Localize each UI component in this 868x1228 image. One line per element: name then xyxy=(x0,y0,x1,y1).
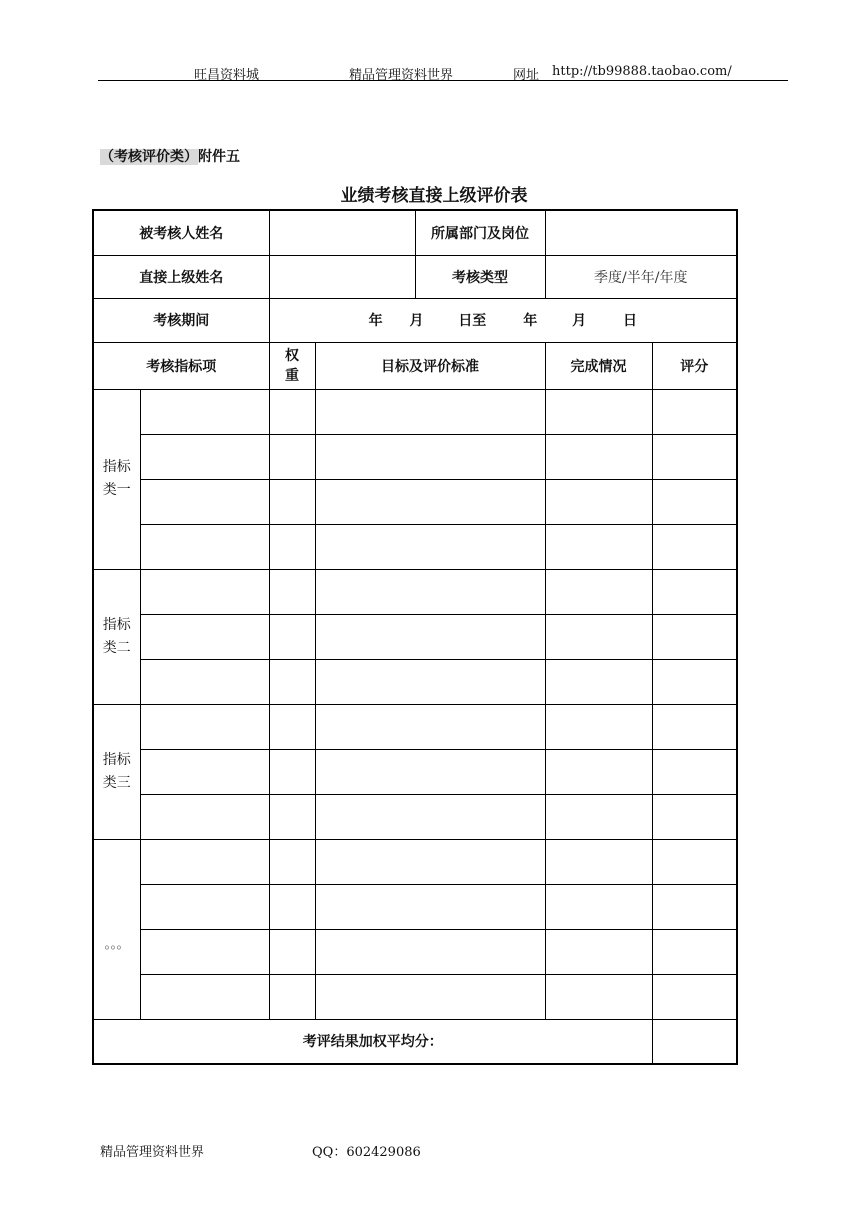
completion-cell[interactable] xyxy=(545,794,652,839)
table-row xyxy=(93,794,737,839)
target-cell[interactable] xyxy=(315,974,545,1019)
supervisor-input-cell[interactable] xyxy=(269,255,415,298)
period-label: 考核期间 xyxy=(93,298,269,342)
weight-cell[interactable] xyxy=(269,749,315,794)
score-cell[interactable] xyxy=(652,569,737,614)
weight-cell[interactable] xyxy=(269,794,315,839)
column-header-row xyxy=(93,342,737,389)
target-cell[interactable] xyxy=(315,884,545,929)
table-row xyxy=(93,704,737,749)
group-label-1-text: 指标类一 xyxy=(102,459,131,498)
group-label-2 xyxy=(93,569,140,704)
weight-cell[interactable] xyxy=(269,659,315,704)
group-label-3 xyxy=(93,704,140,839)
item-cell[interactable] xyxy=(140,524,269,569)
type-label: 考核类型 xyxy=(415,255,545,298)
weight-cell[interactable] xyxy=(269,434,315,479)
header-left-text: 旺昌资料城 xyxy=(194,68,260,83)
score-cell[interactable] xyxy=(652,839,737,884)
table-row xyxy=(93,839,737,884)
item-cell[interactable] xyxy=(140,929,269,974)
period-year-1: 年 xyxy=(368,313,383,329)
completion-cell[interactable] xyxy=(545,479,652,524)
col-score-header: 评分 xyxy=(652,342,737,389)
target-cell[interactable] xyxy=(315,524,545,569)
dept-input-cell[interactable] xyxy=(545,210,737,255)
group-label-2-text: 指标类二 xyxy=(102,616,131,656)
category-label xyxy=(100,147,240,167)
target-cell[interactable] xyxy=(315,614,545,659)
score-cell[interactable] xyxy=(652,389,737,434)
completion-cell[interactable] xyxy=(545,929,652,974)
dept-label: 所属部门及岗位 xyxy=(415,210,545,255)
item-cell[interactable] xyxy=(140,884,269,929)
period-month-2: 月 xyxy=(572,313,587,329)
item-cell[interactable] xyxy=(140,974,269,1019)
target-cell[interactable] xyxy=(315,479,545,524)
score-cell[interactable] xyxy=(652,974,737,1019)
group-label-1 xyxy=(93,389,140,569)
total-label: 考评结果加权平均分： xyxy=(93,1019,652,1064)
col-weight-text: 权重 xyxy=(285,347,299,384)
target-cell[interactable] xyxy=(315,839,545,884)
weight-cell[interactable] xyxy=(269,389,315,434)
header-divider xyxy=(98,80,788,81)
name-input-cell[interactable] xyxy=(269,210,415,255)
table-row xyxy=(93,434,737,479)
info-row-2 xyxy=(93,255,737,298)
group-label-4: 。。。 xyxy=(93,839,140,1019)
name-label: 被考核人姓名 xyxy=(93,210,269,255)
target-cell[interactable] xyxy=(315,659,545,704)
target-cell[interactable] xyxy=(315,749,545,794)
group-label-3-text: 指标类三 xyxy=(102,751,131,791)
score-cell[interactable] xyxy=(652,929,737,974)
col-weight-header xyxy=(269,342,315,389)
table-row xyxy=(93,974,737,1019)
weight-cell[interactable] xyxy=(269,614,315,659)
period-day-to: 日至 xyxy=(458,313,487,329)
completion-cell[interactable] xyxy=(545,749,652,794)
col-target-header: 目标及评价标准 xyxy=(315,342,545,389)
category-highlight: （考核评价类） xyxy=(100,149,198,165)
item-cell[interactable] xyxy=(140,704,269,749)
header-url-label: 网址 xyxy=(513,68,540,83)
completion-cell[interactable] xyxy=(545,434,652,479)
score-cell[interactable] xyxy=(652,794,737,839)
period-day: 日 xyxy=(622,313,637,329)
completion-cell[interactable] xyxy=(545,839,652,884)
weight-cell[interactable] xyxy=(269,704,315,749)
table-row xyxy=(93,884,737,929)
table-row xyxy=(93,479,737,524)
completion-cell[interactable] xyxy=(545,614,652,659)
completion-cell[interactable] xyxy=(545,569,652,614)
item-cell[interactable] xyxy=(140,794,269,839)
period-input-cell[interactable] xyxy=(269,298,737,342)
completion-cell[interactable] xyxy=(545,704,652,749)
period-month-1: 月 xyxy=(409,313,424,329)
target-cell[interactable] xyxy=(315,794,545,839)
table-row xyxy=(93,749,737,794)
period-year-2: 年 xyxy=(523,313,538,329)
completion-cell[interactable] xyxy=(545,524,652,569)
item-cell[interactable] xyxy=(140,434,269,479)
table-row xyxy=(93,569,737,614)
weight-cell[interactable] xyxy=(269,479,315,524)
item-cell[interactable] xyxy=(140,569,269,614)
footer-left-text: 精品管理资料世界 xyxy=(100,1145,205,1160)
info-row-1 xyxy=(93,210,737,255)
score-cell[interactable] xyxy=(652,479,737,524)
completion-cell[interactable] xyxy=(545,974,652,1019)
table-row xyxy=(93,929,737,974)
header-url-link[interactable]: http://tb99888.taobao.com/ xyxy=(552,64,732,79)
supervisor-label: 直接上级姓名 xyxy=(93,255,269,298)
target-cell[interactable] xyxy=(315,389,545,434)
target-cell[interactable] xyxy=(315,704,545,749)
total-row xyxy=(93,1019,737,1064)
item-cell[interactable] xyxy=(140,839,269,884)
completion-cell[interactable] xyxy=(545,389,652,434)
weight-cell[interactable] xyxy=(269,839,315,884)
score-cell[interactable] xyxy=(652,524,737,569)
completion-cell[interactable] xyxy=(545,659,652,704)
score-cell[interactable] xyxy=(652,434,737,479)
weight-cell[interactable] xyxy=(269,929,315,974)
weight-cell[interactable] xyxy=(269,974,315,1019)
col-item-header: 考核指标项 xyxy=(93,342,269,389)
score-cell[interactable] xyxy=(652,749,737,794)
score-cell[interactable] xyxy=(652,614,737,659)
type-value[interactable]: 季度/半年/年度 xyxy=(545,255,737,298)
weight-cell[interactable] xyxy=(269,524,315,569)
col-completion-header: 完成情况 xyxy=(545,342,652,389)
header-center-text: 精品管理资料世界 xyxy=(349,68,454,83)
weight-cell[interactable] xyxy=(269,569,315,614)
footer-qq-text: QQ：602429086 xyxy=(312,1145,421,1160)
weight-cell[interactable] xyxy=(269,884,315,929)
table-row xyxy=(93,524,737,569)
target-cell[interactable] xyxy=(315,929,545,974)
target-cell[interactable] xyxy=(315,569,545,614)
item-cell[interactable] xyxy=(140,389,269,434)
item-cell[interactable] xyxy=(140,659,269,704)
total-score-cell[interactable] xyxy=(652,1019,737,1064)
table-row xyxy=(93,659,737,704)
completion-cell[interactable] xyxy=(545,884,652,929)
score-cell[interactable] xyxy=(652,884,737,929)
table-row xyxy=(93,614,737,659)
item-cell[interactable] xyxy=(140,479,269,524)
score-cell[interactable] xyxy=(652,659,737,704)
info-row-3 xyxy=(93,298,737,342)
table-row xyxy=(93,389,737,434)
item-cell[interactable] xyxy=(140,749,269,794)
score-cell[interactable] xyxy=(652,704,737,749)
target-cell[interactable] xyxy=(315,434,545,479)
item-cell[interactable] xyxy=(140,614,269,659)
evaluation-form-table xyxy=(92,209,738,1065)
page-title: 业绩考核直接上级评价表 xyxy=(340,186,528,206)
category-rest: 附件五 xyxy=(198,149,240,165)
